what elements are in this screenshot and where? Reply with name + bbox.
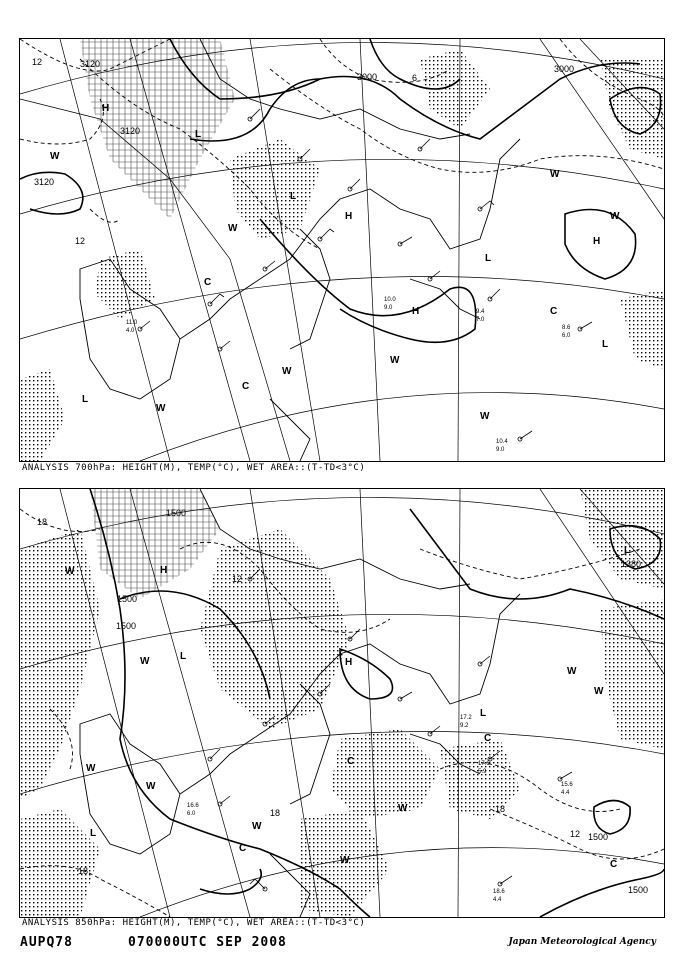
temp-label: 18 bbox=[495, 804, 506, 814]
system-marker: W bbox=[480, 411, 490, 422]
wet-area bbox=[95, 249, 155, 319]
wet-area bbox=[20, 809, 100, 917]
system-marker: W bbox=[252, 821, 262, 832]
system-marker: H bbox=[345, 657, 353, 668]
station-temp: 8.6 bbox=[562, 325, 571, 331]
system-marker: L bbox=[485, 253, 492, 264]
system-marker: C bbox=[347, 756, 355, 767]
system-marker: C bbox=[204, 277, 212, 288]
wet-area bbox=[580, 489, 664, 589]
system-marker: W bbox=[146, 781, 156, 792]
system-marker: W bbox=[86, 763, 96, 774]
height-label: 3120 bbox=[80, 59, 101, 69]
system-marker: H bbox=[102, 103, 110, 114]
station-temp: 10.0 bbox=[384, 297, 396, 303]
system-marker: W bbox=[156, 403, 166, 414]
station-dewpoint: 5.9 bbox=[478, 769, 487, 775]
system-marker: W bbox=[398, 803, 408, 814]
temp-label: 12 bbox=[570, 829, 581, 839]
station-dewpoint: 6.0 bbox=[187, 811, 196, 817]
system-marker: W bbox=[282, 366, 292, 377]
map-850hpa bbox=[20, 489, 664, 917]
system-marker: W bbox=[390, 355, 400, 366]
analysis-datetime: 070000UTC SEP 2008 bbox=[128, 935, 287, 950]
wet-area bbox=[90, 489, 220, 599]
system-marker: H bbox=[160, 565, 168, 576]
system-marker: W bbox=[594, 686, 604, 697]
height-label: 3120 bbox=[34, 177, 55, 187]
temp-label: 12 bbox=[232, 574, 243, 584]
station-temp: 9.4 bbox=[476, 309, 485, 315]
height-label: 3000 bbox=[357, 72, 378, 82]
map-panel-700hpa bbox=[19, 38, 665, 462]
station-dewpoint: 9.0 bbox=[384, 305, 393, 311]
station-temp: 17.2 bbox=[460, 715, 472, 721]
system-marker: C bbox=[239, 843, 247, 854]
wet-area bbox=[200, 529, 353, 729]
wet-area bbox=[330, 729, 440, 819]
map-700hpa bbox=[20, 39, 664, 461]
system-marker: H bbox=[593, 236, 601, 247]
temp-label: 12 bbox=[75, 236, 86, 246]
system-marker: H bbox=[345, 211, 353, 222]
temp-label: 18 bbox=[37, 517, 48, 527]
station-temp: 11.0 bbox=[126, 320, 138, 326]
system-marker: L bbox=[624, 545, 631, 556]
station-temp: 17.6 bbox=[478, 761, 490, 767]
height-label: 1500 bbox=[117, 594, 138, 604]
wet-area bbox=[620, 289, 664, 369]
height-label: 3000 bbox=[554, 64, 575, 74]
height-label: 3120 bbox=[120, 126, 141, 136]
height-label: 1500 bbox=[628, 885, 649, 895]
height-label: 1500 bbox=[588, 832, 609, 842]
system-marker: C bbox=[550, 306, 558, 317]
wet-area bbox=[20, 529, 100, 799]
system-marker: L bbox=[180, 651, 187, 662]
station-dewpoint: 6.0 bbox=[562, 333, 571, 339]
height-label: 1500 bbox=[166, 508, 187, 518]
system-marker: L bbox=[90, 828, 97, 839]
temp-label: 18 bbox=[270, 808, 281, 818]
system-marker: C bbox=[484, 733, 492, 744]
system-marker: L bbox=[195, 129, 202, 140]
system-marker: W bbox=[140, 656, 150, 667]
system-marker: W bbox=[65, 566, 75, 577]
station-dewpoint: 4.4 bbox=[561, 790, 570, 796]
station-temp: 10.4 bbox=[496, 439, 508, 445]
system-marker: L bbox=[480, 708, 487, 719]
station-temp: 15.6 bbox=[561, 782, 573, 788]
caption-850hpa: ANALYSIS 850hPa: HEIGHT(M), TEMP(°C), WET AREA::(T-TD<3°C) bbox=[22, 918, 366, 928]
system-marker: W bbox=[610, 211, 620, 222]
wet-area bbox=[600, 599, 664, 749]
station-dewpoint: 4.0 bbox=[126, 328, 135, 334]
station-temp: 18.6 bbox=[493, 889, 505, 895]
temp-label: 6 bbox=[412, 73, 418, 83]
system-marker: L bbox=[82, 394, 89, 405]
system-marker: L bbox=[290, 191, 297, 202]
caption-700hpa: ANALYSIS 700hPa: HEIGHT(M), TEMP(°C), WET AREA::(T-TD<3°C) bbox=[22, 463, 366, 473]
system-marker: H bbox=[412, 306, 420, 317]
temp-label: 12 bbox=[32, 57, 43, 67]
height-label: 1380 bbox=[621, 559, 642, 569]
station-dewpoint: 9.0 bbox=[496, 447, 505, 453]
wet-area bbox=[440, 739, 520, 819]
system-marker: C bbox=[610, 859, 618, 870]
system-marker: W bbox=[567, 666, 577, 677]
agency-credit: Japan Meteorological Agency bbox=[508, 937, 656, 947]
station-dewpoint: 4.4 bbox=[493, 897, 502, 903]
system-marker: L bbox=[602, 339, 609, 350]
station-dewpoint: 7.0 bbox=[476, 317, 485, 323]
station-dewpoint: 9.2 bbox=[460, 723, 469, 729]
map-panel-850hpa bbox=[19, 488, 665, 918]
chart-code: AUPQ78 bbox=[20, 935, 73, 950]
system-marker: W bbox=[550, 169, 560, 180]
system-marker: W bbox=[340, 855, 350, 866]
system-marker: C bbox=[242, 381, 250, 392]
system-marker: W bbox=[50, 151, 60, 162]
wet-area bbox=[600, 59, 664, 159]
wet-area bbox=[20, 369, 65, 461]
station-temp: 16.6 bbox=[187, 803, 199, 809]
system-marker: W bbox=[228, 223, 238, 234]
height-label: 1500 bbox=[116, 621, 137, 631]
temp-label: 18 bbox=[78, 866, 89, 876]
